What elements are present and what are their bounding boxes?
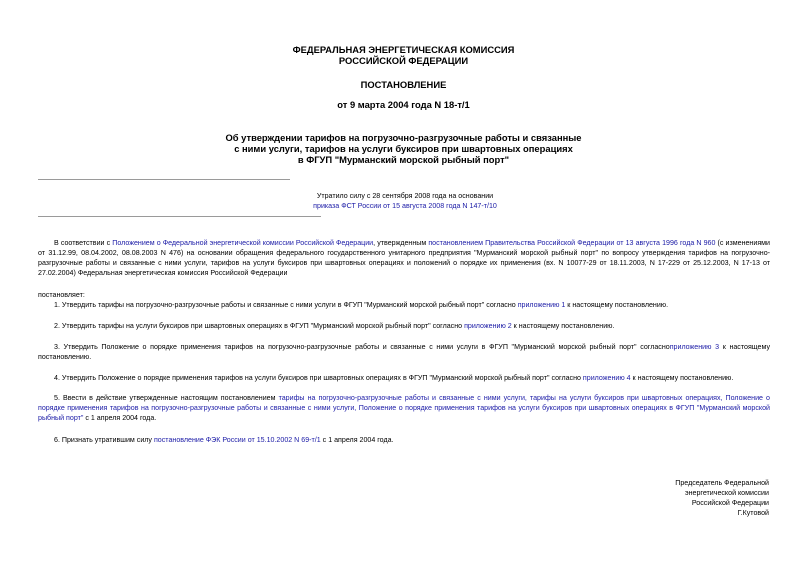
item-1-tail: к настоящему постановлению.: [565, 301, 669, 309]
document-date: от 9 марта 2004 года N 18-т/1: [337, 99, 470, 110]
appendix-4-link[interactable]: приложению 4: [582, 374, 631, 382]
signature-line3: Российской Федерации: [691, 499, 769, 507]
item-5-text: 5. Ввести в действие утвержденные настоящим постановлением: [54, 394, 279, 402]
appendix-1-link[interactable]: приложению 1: [517, 301, 566, 309]
document-type: ПОСТАНОВЛЕНИЕ: [360, 79, 447, 90]
cancellation-order-link[interactable]: приказа ФСТ России от 15 августа 2008 года N 147-т/10: [313, 202, 497, 210]
item-5-paragraph: [38, 393, 770, 423]
org-name-line1: ФЕДЕРАЛЬНАЯ ЭНЕРГЕТИЧЕСКАЯ КОМИССИЯ: [292, 44, 515, 55]
fec-resolution-69-link[interactable]: постановление ФЭК России от 15.10.2002 N 69-т/1: [153, 436, 321, 444]
item-6-paragraph: [38, 435, 770, 445]
item-4-tail: к настоящему постановлению.: [630, 374, 734, 382]
fec-regulation-link[interactable]: Положением о Федеральной энергетической комиссии Российской Федерации: [112, 239, 374, 247]
item-6-tail: с 1 апреля 2004 года.: [320, 436, 394, 444]
preamble-text-2: , утвержденным: [373, 239, 429, 247]
document-title-line2: с ними услуги, тарифов на услуги буксиров при швартовных операциях: [234, 143, 573, 154]
government-resolution-link[interactable]: постановлением Правительства Российской Федерации от 13 августа 1996 года N 960: [428, 239, 716, 247]
bottom-divider: [38, 216, 321, 217]
item-3-paragraph: [38, 342, 770, 362]
item-5-tail: с 1 апреля 2004 года.: [83, 414, 157, 422]
item-6-text: 6. Признать утратившим силу: [54, 436, 154, 444]
item-3-tail: к настоящему постановлению.: [38, 343, 771, 361]
cancellation-link-line: [230, 201, 580, 212]
appendix-3-link[interactable]: приложению 3: [669, 343, 720, 351]
signature-line1: Председатель Федеральной: [675, 479, 769, 487]
tariffs-and-regulations-link[interactable]: тарифы на погрузочно-разгрузочные работы и связанные с ними услуги, тарифы на услуги буксиров при швартовных операциях, Положение о порядке применения тарифов на погрузочно-разгрузочные работы и связанные с ними услуги, Положение о порядке применения тарифов на услуги буксиров при швартовных операциях в ФГУП "Мурманский морской рыбный порт": [38, 394, 771, 422]
signatory-name: Г.Кутовой: [737, 509, 769, 517]
preamble-text-3: (с изменениями от 31.12.99, 08.04.2002, 08.08.2003 N 476) на основании обращения федерального государственного унитарного предприятия "Мурманский морской рыбный порт" по вопросу утверждения тарифов на погрузочно-разгрузочные работы и связанные с ними услуги, тарифов на услуги буксиров при швартовных операциях и положений о порядке их применения (вх. N 10077-29 от 18.11.2003, N 17-229 от 25.12.2003, N 17-13 от 27.02.2004) Федеральная энергетическая комиссия Российской Федерации: [38, 239, 770, 277]
preamble-text-1: В соответствии с: [54, 239, 113, 247]
item-4-text: 4. Утвердить Положение о порядке применения тарифов на услуги буксиров при швартовных операциях в ФГУП "Мурманский морской рыбный порт" согласно: [54, 374, 583, 382]
item-2-tail: к настоящему постановлению.: [511, 322, 615, 330]
item-1-paragraph: [38, 300, 770, 310]
document-title-line3: в ФГУП "Мурманский морской рыбный порт": [297, 154, 510, 165]
preamble-paragraph: [38, 238, 770, 278]
item-2-text: 2. Утвердить тарифы на услуги буксиров при швартовных операциях в ФГУП "Мурманский морской рыбный порт" согласно: [54, 322, 465, 330]
signature-line2: энергетической комиссии: [684, 489, 769, 497]
item-2-paragraph: [38, 321, 770, 331]
cancellation-note: Утратило силу с 28 сентября 2008 года на основании: [316, 192, 494, 200]
document-title-line1: Об утверждении тарифов на погрузочно-разгрузочные работы и связанные: [225, 132, 582, 143]
resolves-label: постановляет:: [38, 291, 85, 299]
org-name-line2: РОССИЙСКОЙ ФЕДЕРАЦИИ: [338, 55, 469, 66]
item-4-paragraph: [38, 373, 770, 383]
item-3-text: 3. Утвердить Положение о порядке применения тарифов на погрузочно-разгрузочные работы и связанные с ними услуги в ФГУП "Мурманский морской рыбный порт" согласно: [54, 343, 670, 351]
appendix-2-link[interactable]: приложению 2: [464, 322, 512, 330]
item-1-text: 1. Утвердить тарифы на погрузочно-разгрузочные работы и связанные с ними услуги в ФГУП "Мурманский морской рыбный порт" согласно: [54, 301, 518, 309]
top-divider: [38, 179, 290, 180]
